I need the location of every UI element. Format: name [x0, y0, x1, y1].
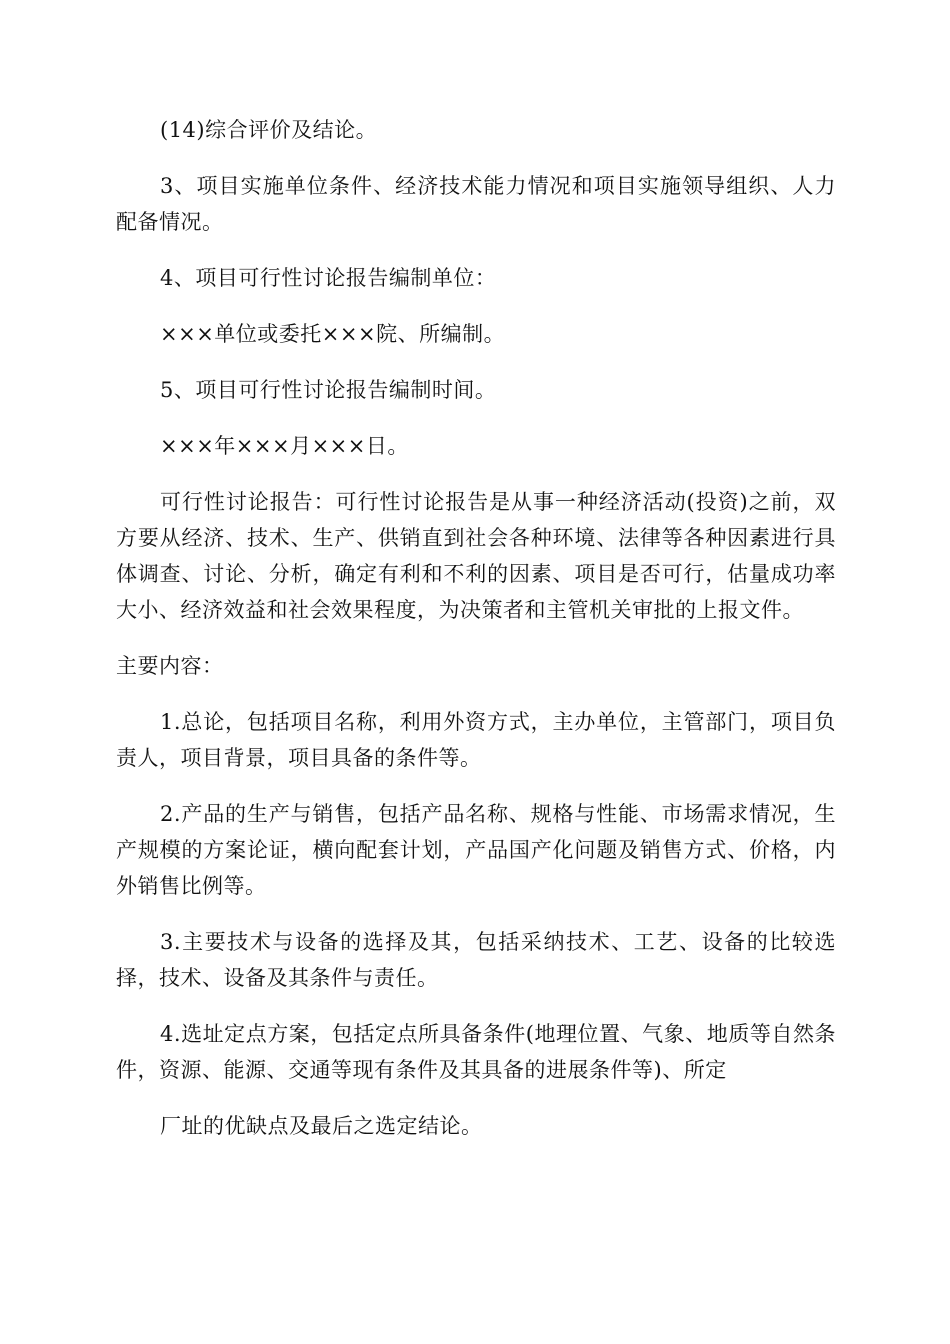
- section-heading-main-content: 主要内容：: [116, 654, 224, 678]
- paragraph-implementation-unit: 3、项目实施单位条件、经济技术能力情况和项目实施领导组织、人力配备情况。: [116, 174, 836, 234]
- paragraph-definition: 可行性讨论报告：可行性讨论报告是从事一种经济活动(投资)之前，双方要从经济、技术、生产、供销直到社会各种环境、法律等各种因素进行具体调查、讨论、分析，确定有利和不利的因素、项目是否可行，估量成功率大小、经济效益和社会效果程度，为决策者和主管机关审批的上报文件。: [116, 490, 836, 622]
- paragraph-report-time-heading: 5、项目可行性讨论报告编制时间。: [160, 378, 497, 402]
- list-item-technology-equipment: 3.主要技术与设备的选择及其，包括采纳技术、工艺、设备的比较选择，技术、设备及其条件与责任。: [116, 930, 836, 990]
- document-page: [116, 112, 836, 1164]
- list-item-site-selection: 4.选址定点方案，包括定点所具备条件(地理位置、气象、地质等自然条件，资源、能源、交通等现有条件及其具备的进展条件等)、所定: [116, 1022, 836, 1082]
- paragraph-site-conclusion: 厂址的优缺点及最后之选定结论。: [160, 1114, 483, 1138]
- paragraph-report-unit-heading: 4、项目可行性讨论报告编制单位：: [160, 266, 497, 290]
- paragraph-conclusion: (14)综合评价及结论。: [160, 118, 378, 142]
- paragraph-report-unit: ×××单位或委托×××院、所编制。: [160, 322, 506, 346]
- paragraph-report-time: ×××年×××月×××日。: [160, 434, 409, 458]
- list-item-overview: 1.总论，包括项目名称，利用外资方式，主办单位，主管部门，项目负责人，项目背景，项目具备的条件等。: [116, 710, 836, 770]
- list-item-production-sales: 2.产品的生产与销售，包括产品名称、规格与性能、市场需求情况，生产规模的方案论证，横向配套计划，产品国产化问题及销售方式、价格，内外销售比例等。: [116, 802, 836, 898]
